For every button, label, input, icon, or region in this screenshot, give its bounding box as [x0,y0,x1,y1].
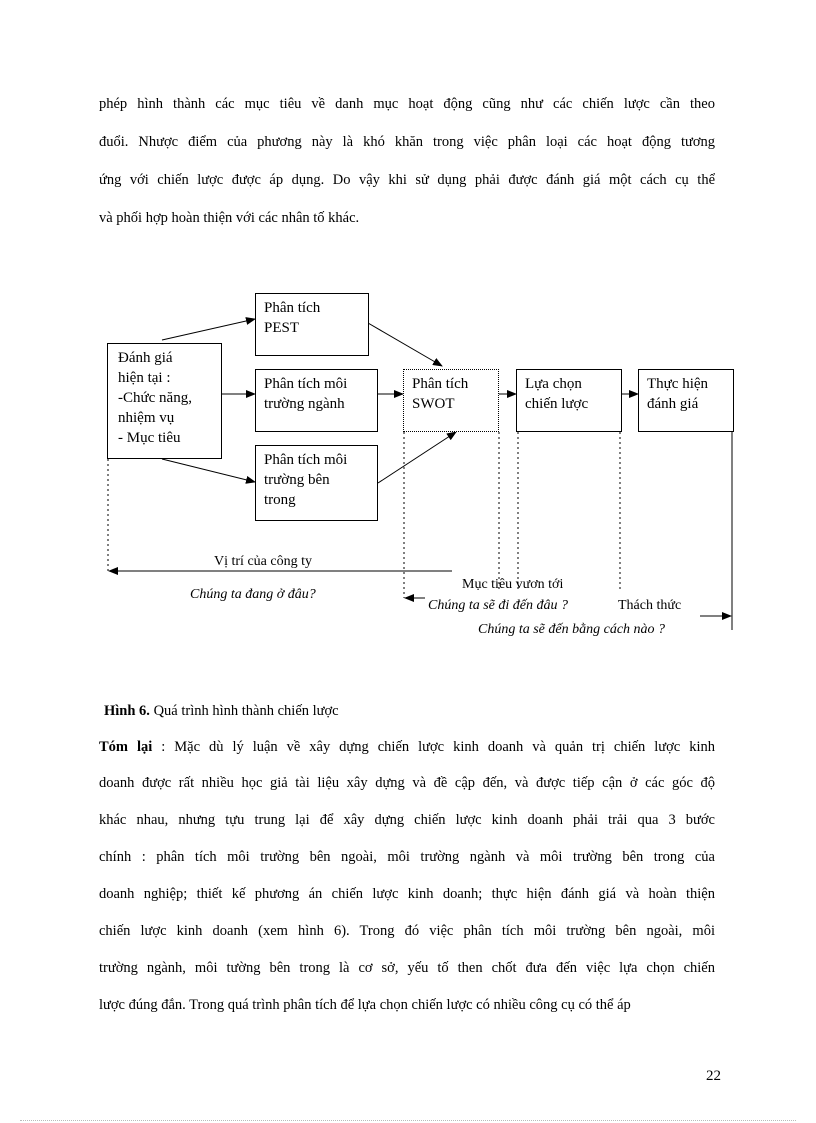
box-assessment-line: -Chức năng, [118,390,192,406]
summary-line: doanh nghiệp; thiết kế phương án chiến lược kinh doanh; thực hiện đánh giá và hoàn thiện [99,886,715,902]
box-swot-line: Phân tích [412,376,469,392]
page-number: 22 [706,1068,721,1084]
intro-line: đuổi. Nhược điểm của phương này là khó khăn trong việc phân loại các hoạt động tương [99,134,715,150]
page-bottom-border [20,1120,796,1121]
box-assessment [107,343,222,459]
box-implement-line: đánh giá [647,396,699,412]
summary-line: chiến lược kinh doanh (xem hình 6). Trong đó việc phân tích môi trường bên ngoài, môi [99,923,715,939]
arrow-pest-to-swot [368,323,442,366]
caption-number: Hình 6. [104,703,150,719]
box-industry-line: Phân tích môi [264,376,348,392]
summary-line: chính : phân tích môi trường bên ngoài, môi trường ngành và môi trường bên trong của [99,849,715,865]
label-position: Vị trí của công ty [214,554,312,569]
box-assessment-line: nhiệm vụ [118,410,175,426]
caption-text: Quá trình hình thành chiến lược [149,703,339,719]
box-internal-line: Phân tích môi [264,452,348,468]
label-how: Chúng ta sẽ đến bằng cách nào ? [478,622,666,637]
box-assessment-line: - Mục tiêu [118,430,181,446]
box-internal-line: trường bên [264,472,330,488]
intro-line: và phối hợp hoàn thiện với các nhân tố khác. [99,210,360,226]
intro-line: ứng với chiến lược được áp dụng. Do vậy khi sử dụng phải được đánh giá một cách cụ thể [99,172,715,188]
box-choose-line: chiến lược [525,396,589,412]
box-assessment-line: hiện tại : [118,370,171,386]
box-industry [255,369,378,432]
box-assessment-line: Đánh giá [118,350,173,366]
box-pest-line: Phân tích [264,300,321,316]
box-choose [516,369,622,432]
box-implement-line: Thực hiện [647,376,709,392]
box-choose-line: Lựa chọn [525,376,582,392]
figure-caption [104,703,339,720]
label-goal: Mục tiêu vươn tới [462,577,564,590]
box-implement [638,369,734,432]
box-internal [255,445,378,521]
box-swot-line: SWOT [412,396,455,412]
box-industry-line: trường ngành [264,396,345,412]
label-challenge: Thách thức [618,598,682,613]
summary-line: doanh được rất nhiều học giả tài liệu xây dựng và đề cập đến, và được tiếp cận ở các góc độ [99,775,715,791]
summary-lead: Tóm lại [99,739,153,755]
summary-line [99,739,715,756]
label-where-now: Chúng ta đang ở đâu? [190,587,316,602]
intro-line: phép hình thành các mục tiêu về danh mục hoạt động cũng như các chiến lược cần theo [99,96,715,112]
box-swot [403,369,499,432]
summary-line: lược đúng đắn. Trong quá trình phân tích để lựa chọn chiến lược có nhiều công cụ có thể áp [99,997,631,1013]
arrow-to-pest [162,319,255,340]
box-internal-line: trong [264,492,296,508]
arrow-internal-to-swot [378,432,456,483]
label-where-going: Chúng ta sẽ đi đến đâu ? [428,598,568,613]
box-pest [255,293,369,356]
summary-line: trường ngành, môi tường bên trong là cơ sở, yếu tố then chốt đưa đến việc lựa chọn chiến [99,960,715,976]
box-pest-line: PEST [264,320,300,336]
summary-line: khác nhau, nhưng tựu trung lại để xây dựng chiến lược kinh doanh phải trải qua 3 bước [99,812,715,828]
arrow-to-internal [162,459,255,482]
summary-first-rest: : Mặc dù lý luận về xây dựng chiến lược kinh doanh và quản trị chiến lược kinh [152,739,715,755]
